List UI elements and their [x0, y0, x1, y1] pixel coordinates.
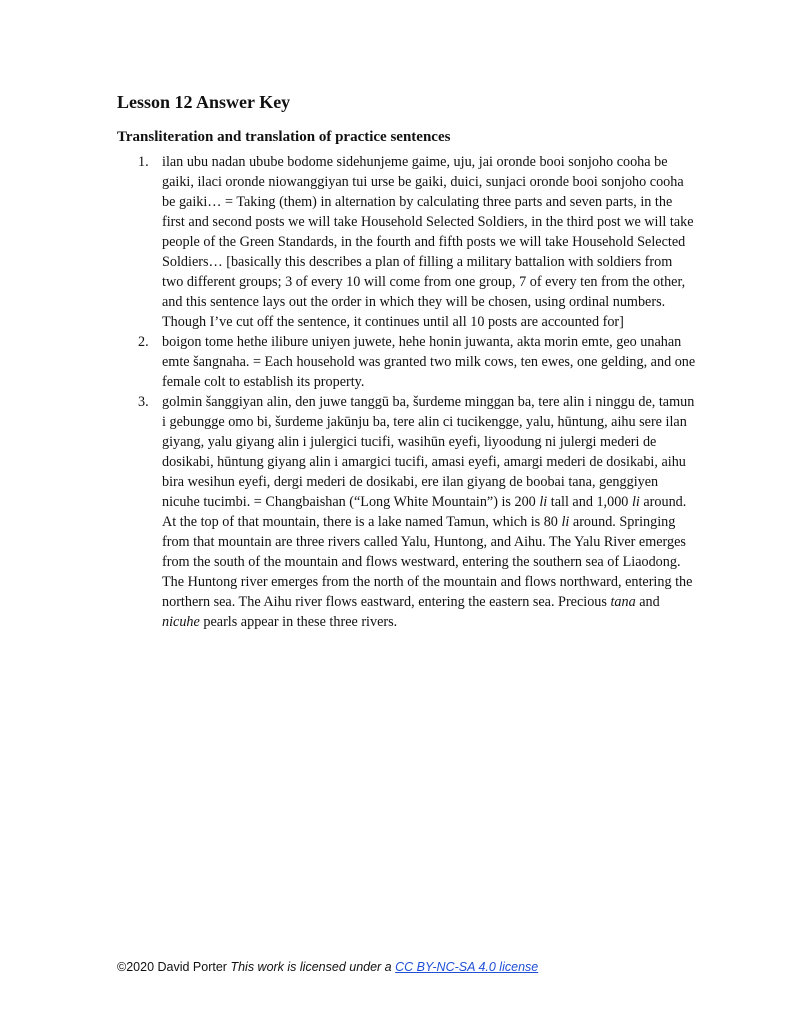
item-text	[162, 332, 697, 392]
text-segment: golmin šanggiyan alin, den juwe tanggū ba, šurdeme minggan ba, tere alin i ninggu de, tamun i gebungge omo bi, šurdeme jakūnju ba, tere alin ci tucikengge, yalu, hūntung, aihu sere ilan giyang, yalu giyang alin i julergici tucifi, wasihūn eyefi, liyoodung ni julergi mederi de dosikabi, hūntung giyang alin i amargici tucifi, amasi eyefi, amargi mederi de dosikabi, aihu bira wesihun eyefi, dergi mederi de dosikabi, ere ilan giyang de boobai tana, genggiyen nicuhe tucimbi. = Changbaishan (“Long White Mountain”) is 200	[162, 394, 695, 510]
italic-term: li	[561, 514, 570, 530]
license-link[interactable]: CC BY-NC-SA 4.0 license	[395, 960, 539, 974]
italic-term: li	[631, 494, 640, 510]
section-heading: Transliteration and translation of practice sentences	[117, 129, 451, 145]
copyright-text: ©2020 David Porter	[117, 960, 227, 974]
item-number: 2.	[138, 334, 149, 350]
page-title: Lesson 12 Answer Key	[117, 92, 291, 112]
answer-item-1	[117, 152, 697, 332]
item-number: 3.	[138, 394, 149, 410]
text-segment: ilan ubu nadan ubube bodome sidehunjeme gaime, uju, jai oronde booi sonjoho cooha be gaiki, ilaci oronde niowanggiyan tui urse be gaiki, duici, sunjaci oronde booi sonjoho cooha be gaiki… = Taking (them) in alternation by calculating three parts and seven parts, in the first and second posts we will take Household Selected Soldiers, in the third post we will take people of the Green Standards, in the fourth and fifth posts we will take Household Selected Soldiers… [basically this describes a plan of filling a military battalion with soldiers from two different groups; 3 of every 10 will come from one group, 7 of every ten from the other, and this sentence lays out the order in which they will be chosen, using ordinal numbers. Though I’ve cut off the sentence, it continues until all 10 posts are accounted for]	[162, 154, 694, 330]
text-segment: pearls appear in these three rivers.	[199, 614, 398, 630]
license-text: This work is licensed under a	[230, 960, 392, 974]
answer-item-3	[117, 392, 697, 632]
text-segment: tall and 1,000	[547, 494, 632, 510]
italic-term: nicuhe	[162, 614, 200, 630]
text-segment: around. Springing from that mountain are three rivers called Yalu, Huntong, and Aihu. The Yalu River emerges from the south of the mountain and flows westward, entering the southern sea of Liaodong. The Huntong river emerges from the north of the mountain and flows northward, entering the northern sea. The Aihu river flows eastward, entering the eastern sea. Precious	[162, 514, 693, 610]
text-segment: boigon tome hethe ilibure uniyen juwete, hehe honin juwanta, akta morin emte, geo unahan emte šangnaha. = Each household was granted two milk cows, ten ewes, one gelding, and one female colt to establish its property.	[162, 334, 696, 390]
answer-list	[117, 152, 697, 632]
text-segment: and	[635, 594, 660, 610]
answer-item-2	[117, 332, 697, 392]
text-segment: around. At the top of that mountain, there is a lake named Tamun, which is 80	[162, 494, 687, 530]
item-text	[162, 392, 697, 632]
item-number: 1.	[138, 154, 149, 170]
italic-term: tana	[610, 594, 636, 610]
footer	[117, 960, 538, 974]
italic-term: li	[539, 494, 548, 510]
item-text	[162, 152, 697, 332]
